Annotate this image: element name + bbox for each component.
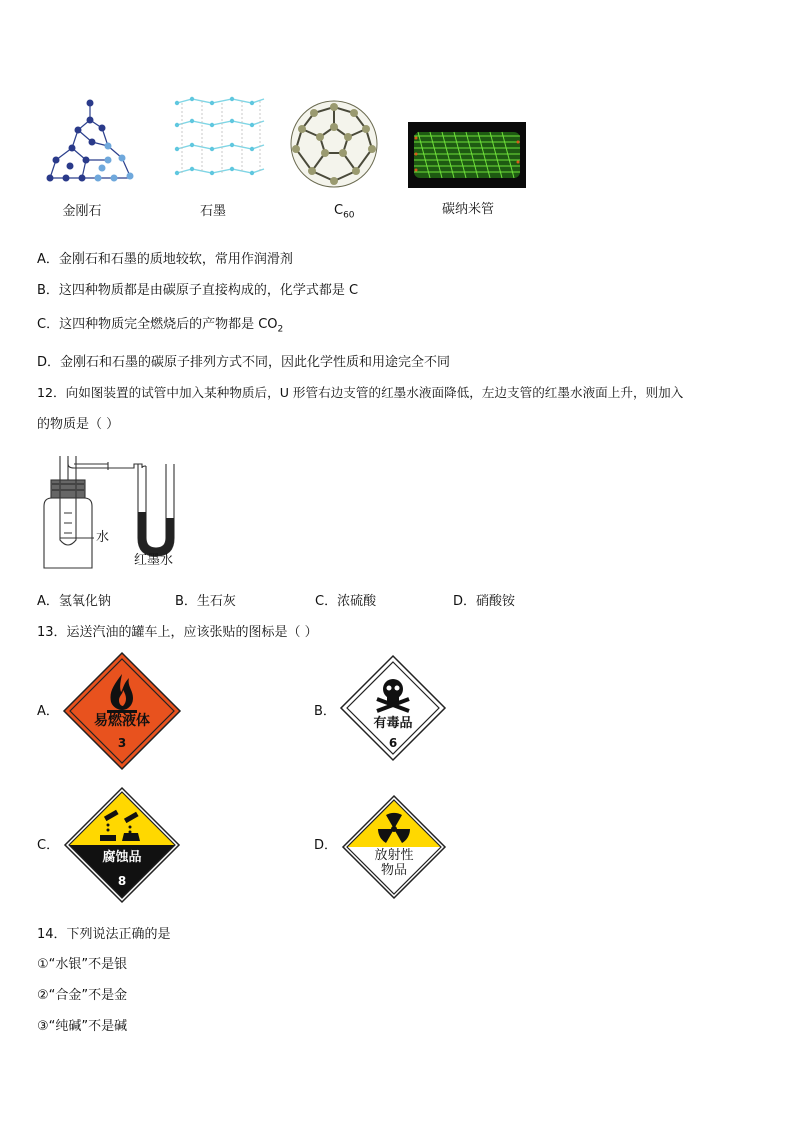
q12-option-a: A．氢氧化钠 <box>37 594 111 609</box>
toxic-sign-label: 有毒品 <box>373 716 413 731</box>
q12-option-d: D．硝酸铵 <box>453 594 516 609</box>
corrosive-sign-label: 腐蚀品 <box>102 850 142 865</box>
flammable-sign-class: 3 <box>117 736 127 750</box>
toxic-substance-sign <box>340 655 446 761</box>
q13-option-letter-d: D． <box>314 838 338 853</box>
q11-option-c-subscript: 2 <box>277 324 284 335</box>
caption-c60 <box>334 204 355 221</box>
q14-item-1: ①“水银”不是银 <box>37 957 128 972</box>
q13-option-letter-b: B． <box>314 704 336 719</box>
toxic-sign-class: 6 <box>388 736 398 750</box>
caption-c60-subscript: 60 <box>343 210 355 221</box>
label-water: 水 <box>96 530 110 545</box>
caption-diamond: 金刚石 <box>62 204 102 219</box>
q12-option-b: B．生石灰 <box>175 594 236 609</box>
q13-option-letter-c: C． <box>37 838 60 853</box>
caption-c60-letter: C <box>334 203 344 218</box>
q14-stem: 14．下列说法正确的是 <box>37 927 171 942</box>
caption-nanotube: 碳纳米管 <box>441 202 494 217</box>
diamond-structure-image <box>42 98 142 188</box>
flammable-sign-label: 易燃液体 <box>94 713 150 729</box>
radioactive-sign-label: 放射性 <box>374 848 414 863</box>
q12-stem-line1: 12．向如图装置的试管中加入某种物质后，U 形管右边支管的红墨水液面降低，左边支管的红墨水液面上升，则加入 <box>37 385 684 400</box>
radioactive-material-sign <box>342 795 446 899</box>
q14-item-2: ②“合金”不是金 <box>37 988 128 1003</box>
radioactive-sign-label-2: 物品 <box>380 863 407 878</box>
flammable-liquid-sign <box>63 652 181 770</box>
q13-stem: 13．运送汽油的罐车上，应该张贴的图标是（ ） <box>37 625 318 640</box>
q11-option-a: A．金刚石和石墨的质地较软，常用作润滑剂 <box>37 252 293 267</box>
label-red-ink: 红墨水 <box>134 553 174 568</box>
q14-item-3: ③“纯碱”不是碱 <box>37 1019 128 1034</box>
graphite-structure-image <box>172 97 267 185</box>
q11-option-c-text: C．这四种物质完全燃烧后的产物都是 CO <box>37 317 278 332</box>
q11-option-c <box>37 318 283 335</box>
q11-option-d: D．金刚石和石墨的碳原子排列方式不同，因此化学性质和用途完全不同 <box>37 355 451 370</box>
q12-option-c: C．浓硫酸 <box>315 594 377 609</box>
corrosive-substance-sign <box>64 787 180 903</box>
q12-stem-line2: 的物质是（ ） <box>37 417 120 432</box>
q11-option-b: B．这四种物质都是由碳原子直接构成的，化学式都是 C <box>37 283 359 298</box>
caption-graphite: 石墨 <box>199 204 226 219</box>
c60-structure-image <box>286 97 382 191</box>
corrosive-sign-class: 8 <box>117 874 127 888</box>
carbon-nanotube-image <box>408 122 526 188</box>
q13-option-letter-a: A． <box>37 704 59 719</box>
